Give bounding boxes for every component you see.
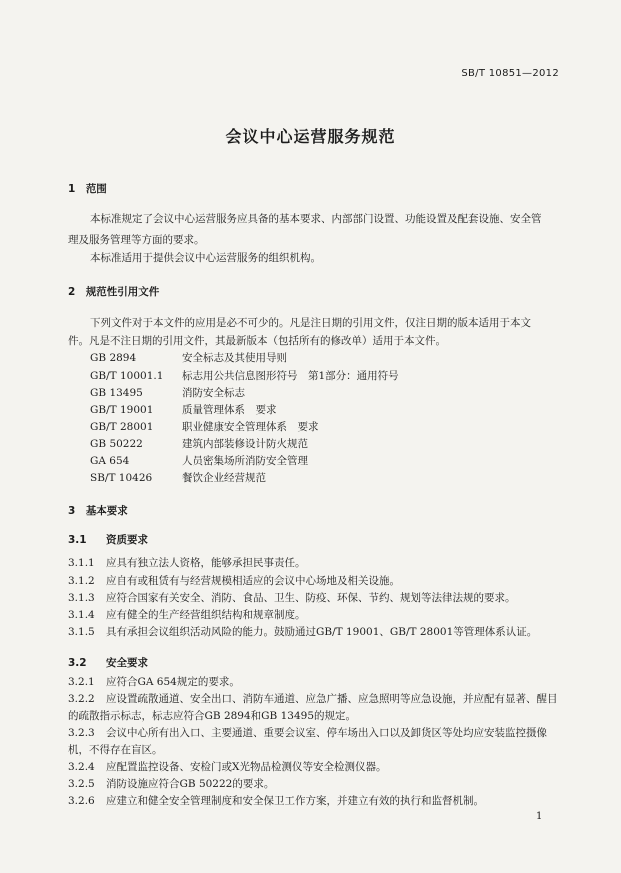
clause-text: 会议中心所有出入口、主要通道、重要会议室、停车场出入口以及卸货区等处均应安装监控摄像 xyxy=(106,727,547,739)
clause-text: 应有健全的生产经营组织结构和规章制度。 xyxy=(106,609,306,621)
clause-text: 具有承担会议组织活动风险的能力。鼓励通过GB/T 19001、GB/T 28001等管理体系认证。 xyxy=(106,626,538,638)
reference-code: GB 50222 xyxy=(90,438,143,450)
section-3-heading xyxy=(68,504,128,518)
clause-text: 应具有独立法人资格，能够承担民事责任。 xyxy=(106,557,306,569)
clause-number: 3.1.2 xyxy=(68,575,95,587)
clause-number: 3.2.4 xyxy=(68,761,95,773)
clause-text: 应符合国家有关安全、消防、食品、卫生、防疫、环保、节约、规划等法律法规的要求。 xyxy=(106,592,516,604)
clause-number: 3.2.5 xyxy=(68,778,95,790)
section-title: 基本要求 xyxy=(85,505,128,517)
clause-text: 应自有或租赁有与经营规模相适应的会议中心场地及相关设施。 xyxy=(106,575,400,587)
reference-code: GB 2894 xyxy=(90,352,137,364)
reference-title: 职业健康安全管理体系 要求 xyxy=(182,421,319,433)
reference-title: 安全标志及其使用导则 xyxy=(182,352,287,364)
clause-number: 3.1.3 xyxy=(68,592,95,604)
page-number: 1 xyxy=(536,811,543,822)
reference-code: GB/T 19001 xyxy=(90,404,154,416)
reference-code: SB/T 10426 xyxy=(90,472,153,484)
clause-continuation: 的疏散指示标志，标志应符合GB 2894和GB 13495的规定。 xyxy=(68,710,357,722)
section-2-heading xyxy=(68,285,159,299)
clause xyxy=(68,777,274,791)
clause-text: 应配置监控设备、安检门或X光物品检测仪等安全检测仪器。 xyxy=(106,761,387,773)
clause-number: 3.2.3 xyxy=(68,727,95,739)
clause-text: 消防设施应符合GB 50222的要求。 xyxy=(106,778,275,790)
clause xyxy=(68,574,400,588)
reference-item xyxy=(90,471,266,485)
standard-code: SB/T 10851—2012 xyxy=(461,68,559,79)
reference-code: GB 13495 xyxy=(90,387,143,399)
paragraph: 本标准适用于提供会议中心运营服务的组织机构。 xyxy=(90,252,321,264)
clause-continuation: 机，不得存在盲区。 xyxy=(68,744,163,756)
section-number: 2 xyxy=(68,286,76,298)
clause-number: 3.2.2 xyxy=(68,693,95,705)
reference-code: GB/T 28001 xyxy=(90,421,154,433)
clause xyxy=(68,794,484,808)
clause xyxy=(68,692,558,706)
clause-number: 3.1.4 xyxy=(68,609,95,621)
page-title: 会议中心运营服务规范 xyxy=(225,127,396,146)
clause xyxy=(68,726,547,740)
clause-text: 应建立和健全安全管理制度和安全保卫工作方案，并建立有效的执行和监督机制。 xyxy=(106,795,484,807)
subsection-title: 资质要求 xyxy=(106,534,148,546)
clause xyxy=(68,591,516,605)
reference-item xyxy=(90,386,245,400)
reference-title: 消防安全标志 xyxy=(182,387,245,399)
reference-title: 建筑内部装修设计防火规范 xyxy=(182,438,308,450)
clause-number: 3.1.5 xyxy=(68,626,95,638)
reference-item xyxy=(90,437,308,451)
section-number: 3 xyxy=(68,505,76,517)
reference-item xyxy=(90,351,287,365)
reference-item xyxy=(90,403,277,417)
reference-code: GA 654 xyxy=(90,455,130,467)
paragraph: 本标准规定了会议中心运营服务应具备的基本要求、内部部门设置、功能设置及配套设施、安全管 xyxy=(90,213,542,225)
paragraph: 下列文件对于本文件的应用是必不可少的。凡是注日期的引用文件，仅注日期的版本适用于本文 xyxy=(90,317,531,329)
paragraph: 件。凡是不注日期的引用文件，其最新版本（包括所有的修改单）适用于本文件。 xyxy=(68,335,446,347)
reference-title: 人员密集场所消防安全管理 xyxy=(182,455,308,467)
section-number: 1 xyxy=(68,183,76,195)
clause-number: 3.1.1 xyxy=(68,557,95,569)
reference-item xyxy=(90,369,399,383)
reference-code: GB/T 10001.1 xyxy=(90,370,164,382)
subsection-number: 3.1 xyxy=(68,534,87,546)
reference-title: 标志用公共信息图形符号 第1部分：通用符号 xyxy=(182,370,399,382)
clause-text: 应符合GA 654规定的要求。 xyxy=(106,676,240,688)
clause xyxy=(68,556,306,570)
section-title: 规范性引用文件 xyxy=(85,286,160,298)
subsection-title: 安全要求 xyxy=(106,657,148,669)
subsection-number: 3.2 xyxy=(68,657,87,669)
subsection-3-2-heading xyxy=(68,656,148,670)
clause-number: 3.2.6 xyxy=(68,795,95,807)
clause-number: 3.2.1 xyxy=(68,676,95,688)
clause xyxy=(68,608,306,622)
paragraph: 理及服务管理等方面的要求。 xyxy=(68,234,205,246)
reference-title: 餐饮企业经营规范 xyxy=(182,472,266,484)
reference-item xyxy=(90,420,319,434)
clause-text: 应设置疏散通道、安全出口、消防车通道、应急广播、应急照明等应急设施，并应配有显著、醒目 xyxy=(106,693,558,705)
section-title: 范围 xyxy=(85,183,107,195)
clause xyxy=(68,625,537,639)
clause xyxy=(68,675,240,689)
clause xyxy=(68,760,386,774)
section-1-heading xyxy=(68,182,107,196)
subsection-3-1-heading xyxy=(68,533,148,547)
reference-item xyxy=(90,454,308,468)
reference-title: 质量管理体系 要求 xyxy=(182,404,277,416)
